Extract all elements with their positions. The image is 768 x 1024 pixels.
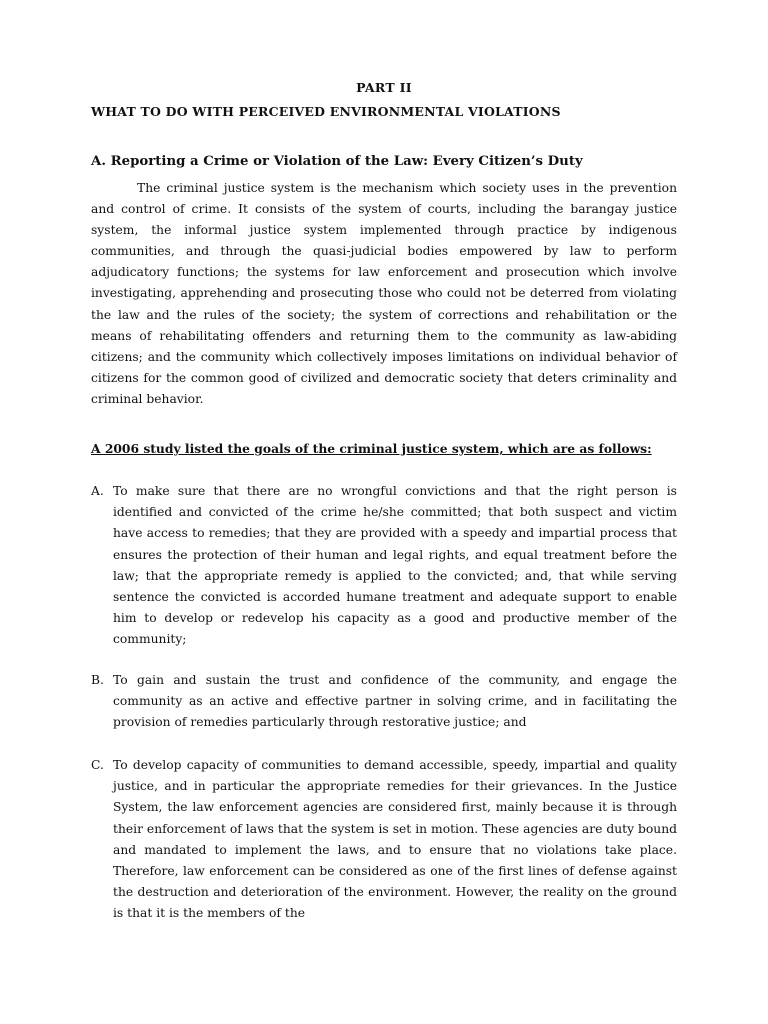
- goal-item-c: [91, 755, 677, 925]
- section-heading: A. Reporting a Crime or Violation of the Law: Every Citizen’s Duty: [91, 154, 583, 169]
- body-paragraph: The criminal justice system is the mechanism which society uses in the prevention and control of crime. It consists of the system of courts, including the barangay justice system, the informal justice system implemented through practice by indigenous communities, and through the quasi-judicial bodies empowered by law to perform adjudicatory functions; the systems for law enforcement and prosecution which involve investigating, apprehending and prosecuting those who could not be deterred from violating the law and the rules of the society; the system of corrections and rehabilitation or the means of rehabilitating offenders and returning them to the community as law-abiding citizens; and the community which collectively imposes limitations on individual behavior of citizens for the common good of civilized and democratic society that deters criminality and criminal behavior.: [91, 181, 677, 406]
- goal-text: To gain and sustain the trust and confidence of the community, and engage the community as an active and effective partner in solving crime, and in facilitating the provision of remedies particularly through restorative justice; and: [113, 673, 677, 730]
- part-title: PART II: [356, 80, 412, 95]
- goal-text: To develop capacity of communities to demand accessible, speedy, impartial and quality justice, and in particular the appropriate remedies for their grievances. In the Justice System, the law enforcement agencies are considered first, mainly because it is through their enforcement of laws that the system is set in motion. These agencies are duty bound and mandated to implement the laws, and to ensure that no violations take place. Therefore, law enforcement can be considered as one of the first lines of defense against the destruction and deterioration of the environment. However, the reality on the ground is that it is the members of the: [113, 758, 677, 921]
- goal-marker: B.: [91, 673, 104, 687]
- goal-marker: A.: [91, 484, 104, 498]
- main-title: WHAT TO DO WITH PERCEIVED ENVIRONMENTAL VIOLATIONS: [91, 104, 561, 119]
- goals-heading: A 2006 study listed the goals of the criminal justice system, which are as follows:: [91, 441, 652, 456]
- goal-marker: C.: [91, 758, 104, 772]
- goal-text: To make sure that there are no wrongful convictions and that the right person is identified and convicted of the crime he/she committed; that both suspect and victim have access to remedies; that they are provided with a speedy and impartial process that ensures the protection of their human and legal rights, and equal treatment before the law; that the appropriate remedy is applied to the convicted; and, that while serving sentence the convicted is accorded humane treatment and adequate support to enable him to develop or redevelop his capacity as a good and productive member of the community;: [113, 484, 677, 647]
- goal-item-a: [91, 481, 677, 651]
- goal-item-b: [91, 670, 677, 734]
